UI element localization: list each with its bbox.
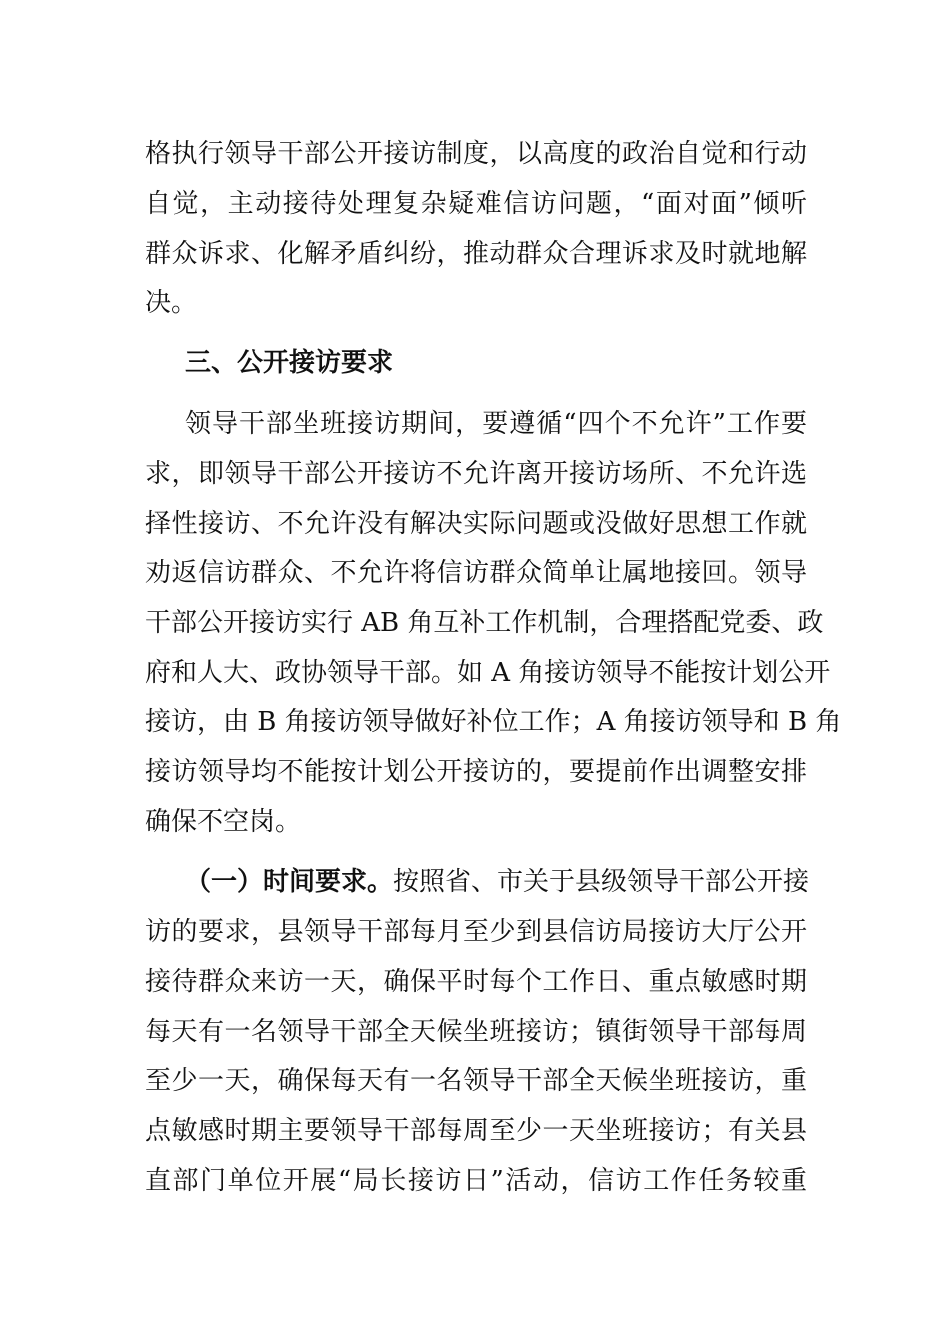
paragraph-lead-line <box>185 862 810 902</box>
paragraph-line: 求，即领导干部公开接访不允许离开接访场所、不允许选 <box>145 459 807 489</box>
paragraph-line: 群众诉求、化解矛盾纠纷，推动群众合理诉求及时就地解 <box>145 239 807 269</box>
subsection-title: （一）时间要求。 <box>185 867 394 897</box>
paragraph-line: 领导干部坐班接访期间，要遵循“四个不允许”工作要 <box>185 409 807 439</box>
paragraph-line: 直部门单位开展“局长接访日”活动，信访工作任务较重 <box>145 1166 807 1196</box>
paragraph-line: 格执行领导干部公开接访制度，以高度的政治自觉和行动 <box>145 139 807 169</box>
paragraph-line: 点敏感时期主要领导干部每周至少一天坐班接访；有关县 <box>145 1116 807 1146</box>
section-heading: 三、公开接访要求 <box>185 348 394 378</box>
paragraph-line: 接访领导均不能按计划公开接访的，要提前作出调整安排 <box>145 757 807 787</box>
paragraph-line: 劝返信访群众、不允许将信访群众简单让属地接回。领导 <box>145 558 807 588</box>
paragraph-line: 决。 <box>145 288 198 318</box>
paragraph-line: 确保不空岗。 <box>145 807 302 837</box>
paragraph-line: 择性接访、不允许没有解决实际问题或没做好思想工作就 <box>145 509 807 539</box>
paragraph-line: 干部公开接访实行 AB 角互补工作机制，合理搭配党委、政 <box>145 608 824 638</box>
paragraph-line: 每天有一名领导干部全天候坐班接访；镇街领导干部每周 <box>145 1017 807 1047</box>
paragraph-line: 府和人大、政协领导干部。如 A 角接访领导不能按计划公开 <box>145 658 831 688</box>
paragraph-line: 接访，由 B 角接访领导做好补位工作；A 角接访领导和 B 角 <box>145 707 842 737</box>
paragraph-text: 按照省、市关于县级领导干部公开接 <box>393 867 810 897</box>
paragraph-line: 访的要求，县领导干部每月至少到县信访局接访大厅公开 <box>145 917 807 947</box>
paragraph-line: 接待群众来访一天，确保平时每个工作日、重点敏感时期 <box>145 967 807 997</box>
paragraph-line: 自觉，主动接待处理复杂疑难信访问题，“面对面”倾听 <box>145 189 807 219</box>
paragraph-line: 至少一天，确保每天有一名领导干部全天候坐班接访，重 <box>145 1066 807 1096</box>
